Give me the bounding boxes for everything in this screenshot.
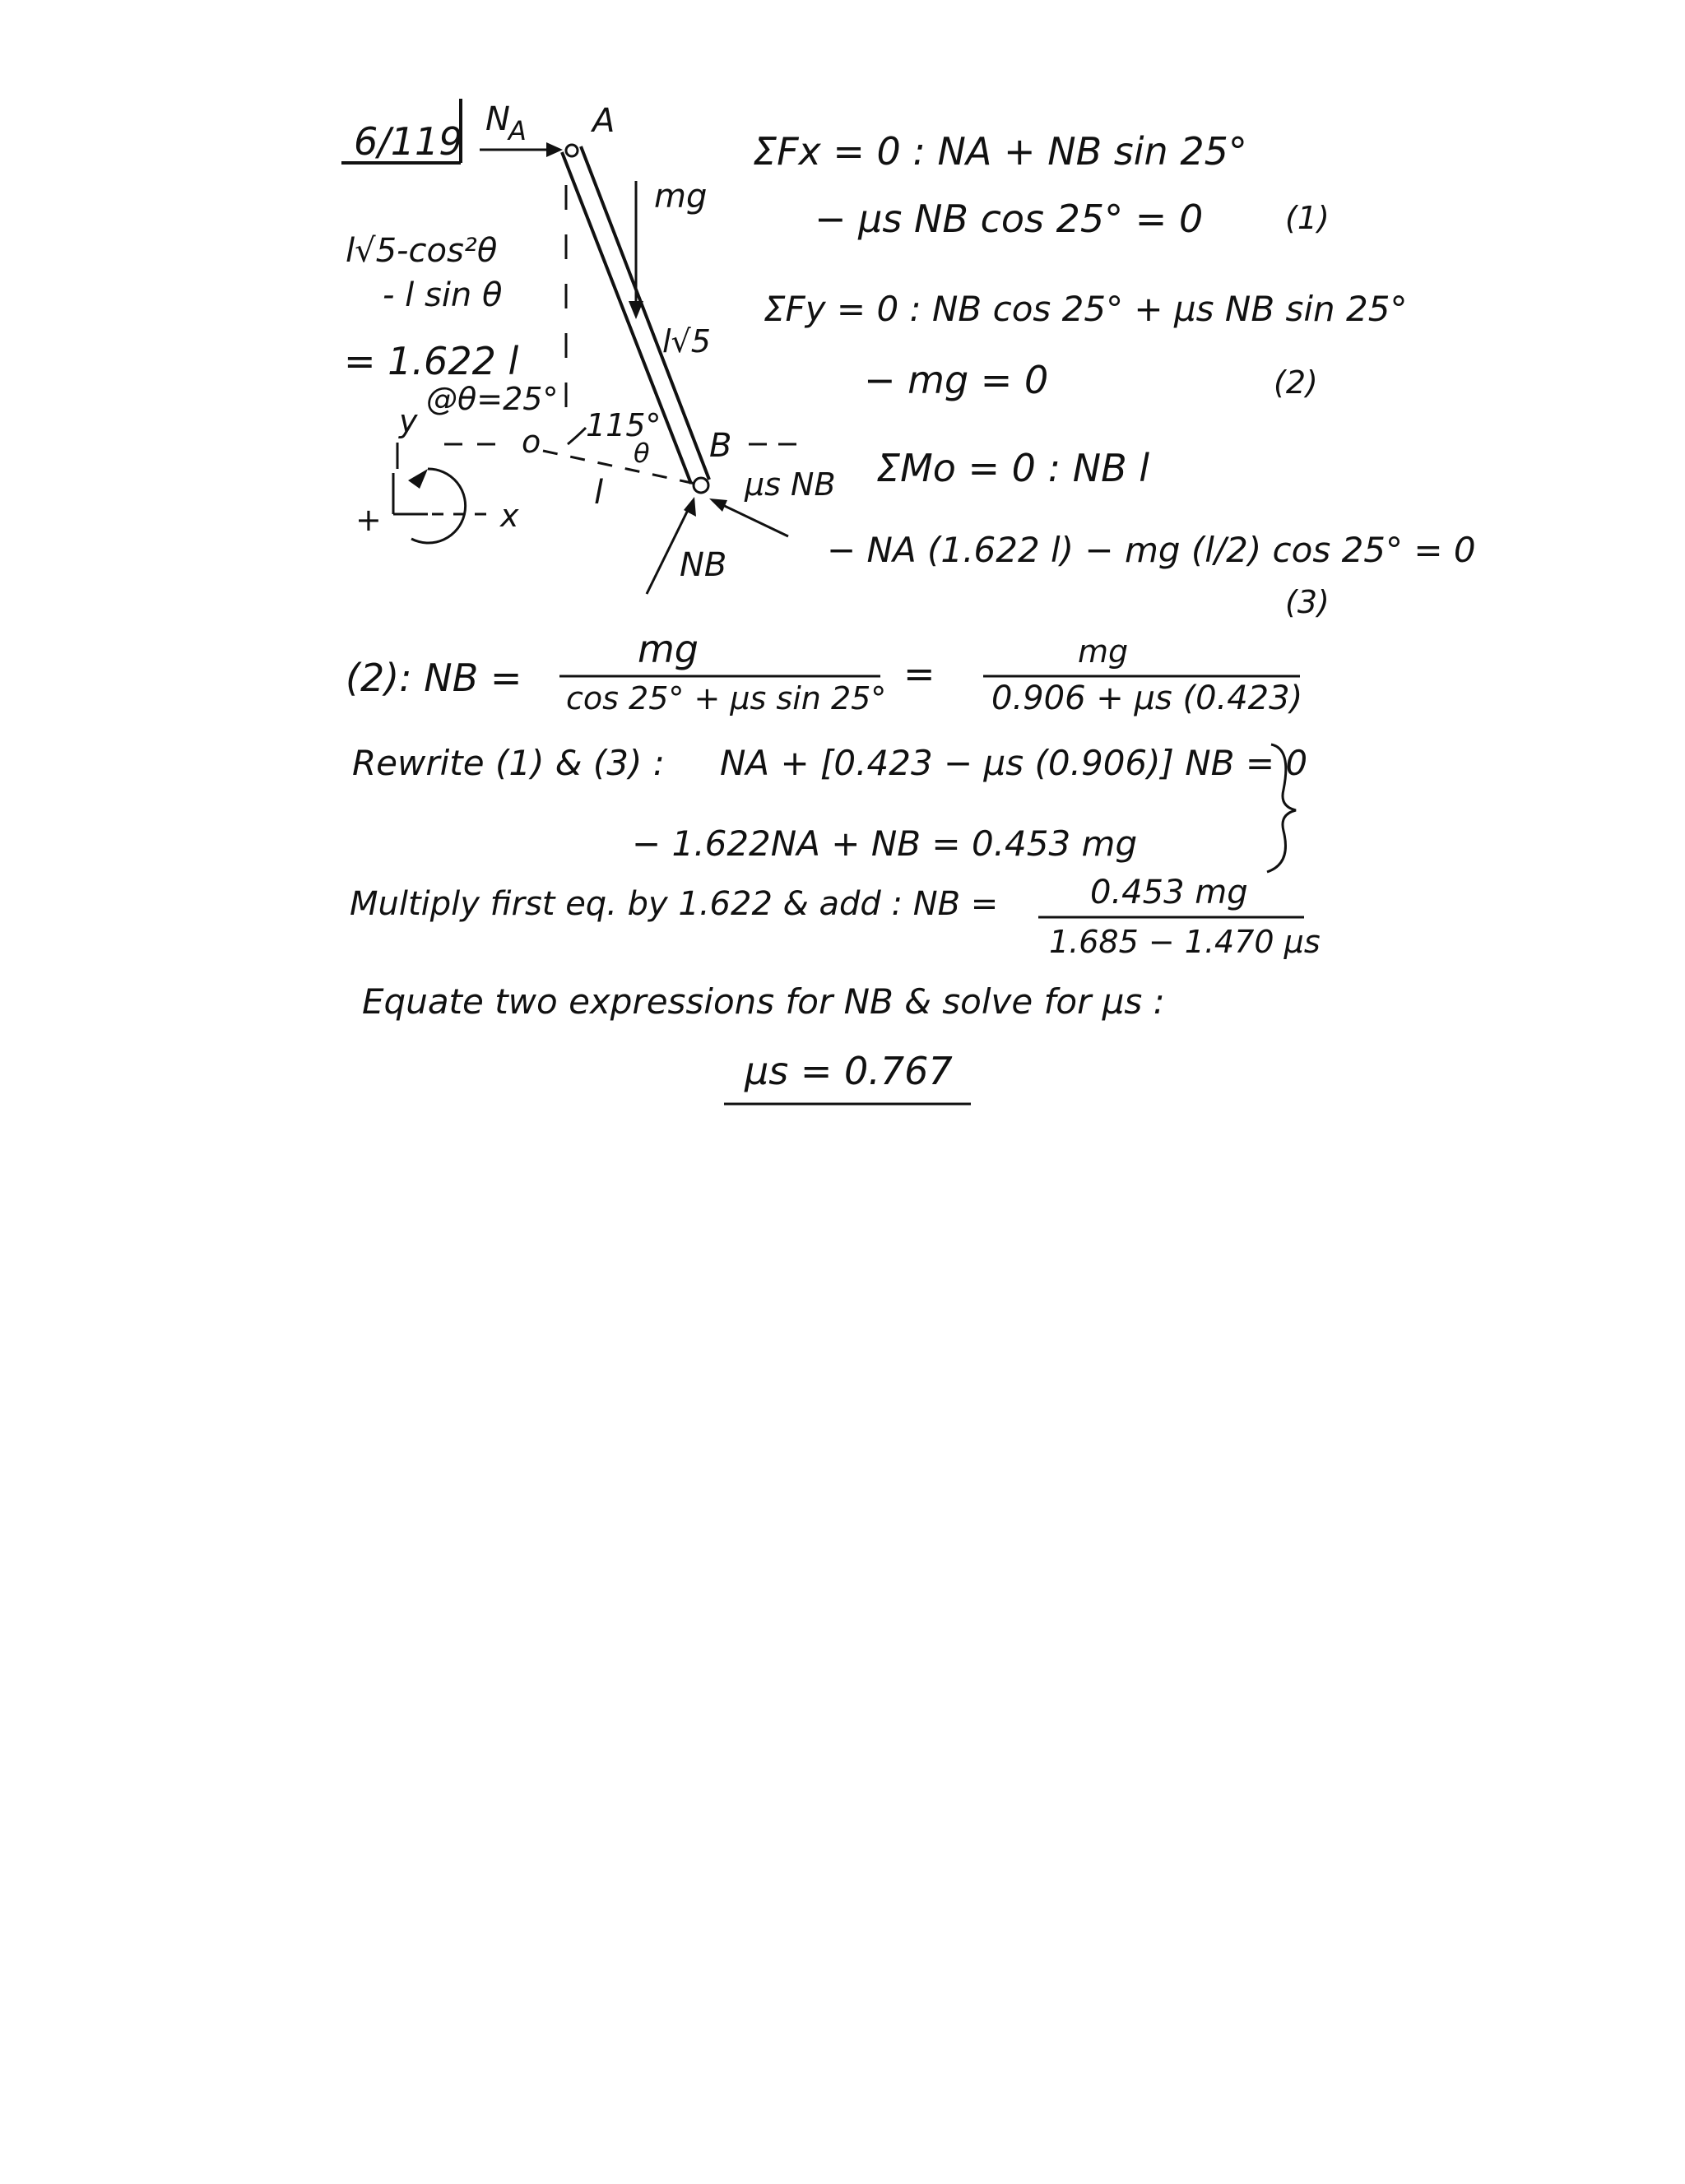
equilibrium-equations [753, 129, 1476, 620]
eq2-numerator: mg [638, 627, 699, 671]
angle-115-label: 115° [586, 407, 661, 443]
point-a-label: A [592, 102, 615, 140]
problem-number: 6/119 [354, 119, 463, 164]
eq2-numerator-2: mg [1078, 633, 1129, 670]
mg-label: mg [654, 178, 708, 216]
eq2-denominator: cos 25° + μs sin 25° [566, 680, 887, 716]
y-axis-label: y [399, 403, 418, 439]
length-expr-mid: - l sin θ [383, 276, 503, 314]
eq2-equals: = [903, 651, 935, 696]
multiply-label: Multiply first eq. by 1.622 & add : NB = [350, 885, 999, 923]
sum-m-number: (3) [1285, 584, 1330, 620]
sum-fx-line2: − μs NB cos 25° = 0 [815, 197, 1204, 241]
solution-steps [346, 627, 1321, 1104]
sum-fy-number: (2) [1274, 364, 1318, 401]
rewrite-line1: NA + [0.423 − μs (0.906)] NB = 0 [720, 743, 1308, 783]
eq2-prefix: (2): NB = [346, 656, 522, 700]
eq2-denominator-2: 0.906 + μs (0.423) [991, 679, 1303, 717]
length-expr-at: @θ=25° [426, 381, 559, 417]
origin-label: o [522, 424, 541, 460]
x-axis-label: x [500, 498, 519, 534]
sum-m-line1: ΣMo = 0 : NB l [876, 446, 1150, 490]
equate-line: Equate two expressions for NB & solve for μs : [362, 981, 1165, 1022]
normal-b-label: NB [680, 546, 727, 584]
point-b-label: B [709, 427, 732, 465]
na-label-sub: A [508, 115, 527, 146]
sum-fx-line1: ΣFx = 0 : NA + NB sin 25° [753, 129, 1247, 174]
sign-convention-icon [355, 469, 519, 543]
l-root5-label: l√5 [662, 323, 711, 359]
na-label: N [485, 100, 510, 138]
sum-m-line2: − NA (1.622 l) − mg (l/2) cos 25° = 0 [827, 530, 1476, 570]
angle-115-arc [568, 428, 586, 444]
rewrite-line2: − 1.622NA + NB = 0.453 mg [632, 823, 1138, 864]
plus-sign-label: + [355, 502, 382, 538]
na-arrowhead [546, 142, 563, 157]
rewrite-label: Rewrite (1) & (3) : [352, 743, 665, 783]
l-length-label: l [594, 474, 604, 512]
friction-arrowhead [709, 498, 727, 512]
sum-fy-line2: − mg = 0 [864, 358, 1049, 402]
ob-dashed-line [543, 451, 695, 484]
final-answer: μs = 0.767 [745, 1049, 953, 1093]
length-expr-top: l√5-cos²θ [346, 232, 498, 270]
theta-label: θ [634, 438, 650, 469]
friction-label: μs NB [745, 466, 836, 503]
multiply-numerator: 0.453 mg [1090, 874, 1248, 911]
sum-fy-line1: ΣFy = 0 : NB cos 25° + μs NB sin 25° [764, 289, 1408, 329]
multiply-denominator: 1.685 − 1.470 μs [1049, 924, 1321, 960]
sum-fx-number: (1) [1285, 200, 1330, 236]
free-body-diagram [344, 100, 836, 594]
mg-arrowhead [629, 301, 643, 319]
length-expr-eq: = 1.622 l [344, 339, 519, 383]
